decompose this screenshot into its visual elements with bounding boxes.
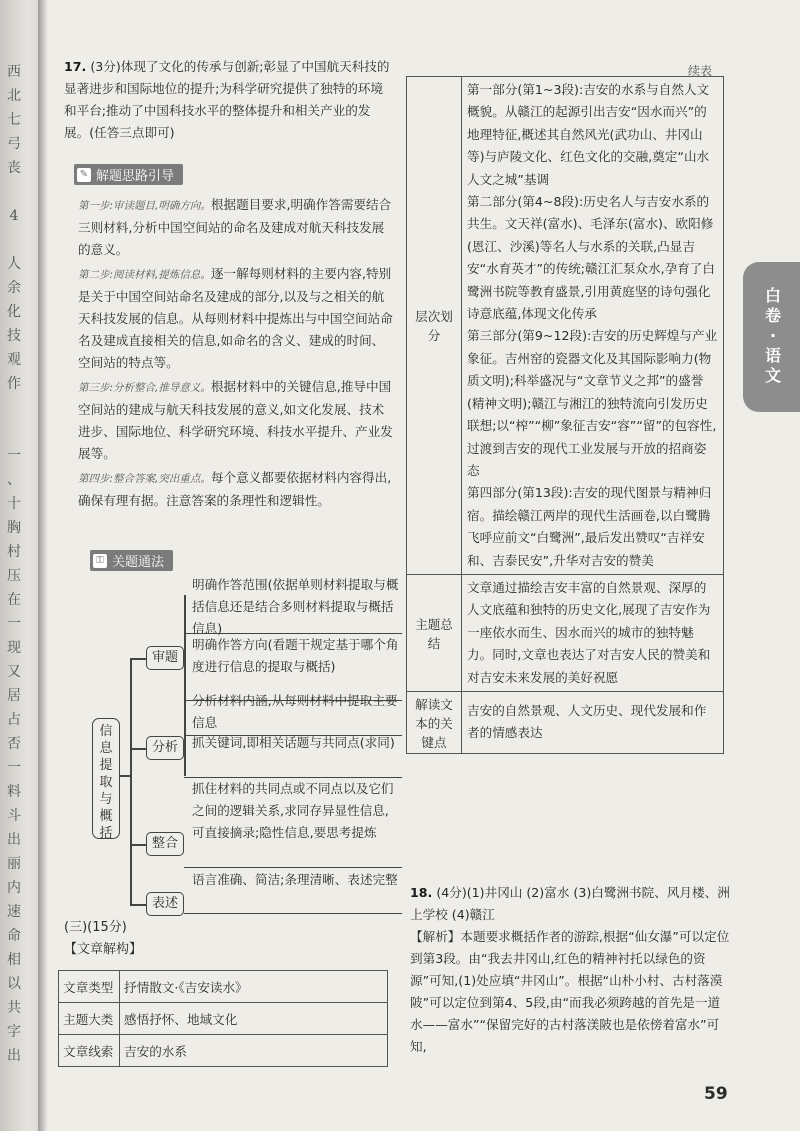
question-18-answer: (4分)(1)井冈山 (2)富水 (3)白鹭洲书院、风月楼、洲上学校 (4)赣江 bbox=[410, 885, 730, 922]
spine-char: 出 bbox=[7, 832, 21, 848]
spine-char: 否 bbox=[7, 736, 21, 752]
spine-char: 居 bbox=[7, 688, 21, 704]
connector bbox=[120, 775, 130, 777]
table-row bbox=[407, 77, 724, 575]
spine-char bbox=[2, 420, 26, 444]
part-3: 第三部分(第9~12段):吉安的历史辉煌与产业象征。吉州窑的瓷器文化及其国际影响力(物质文明);科举盛况与“文章节义之邦”的盛誉(精神文明);赣江与湘江的独特流向引发历史联想;以“榨”“柳”象征吉安“容”“留”的包容性,过渡到吉安的现代工业发展与开放的招商姿态 bbox=[467, 328, 718, 478]
connector bbox=[184, 710, 186, 776]
spine-char bbox=[2, 180, 26, 204]
side-tab-label bbox=[763, 286, 783, 386]
leaf-zhenghe-1: 抓住材料的共同点或不同点以及它们之间的逻辑关系,求同存异显性信息,可直接摘录;隐性信息,要思考提炼 bbox=[192, 781, 394, 840]
spine-char: 现 bbox=[7, 640, 21, 656]
step-4-text: 每个意义都要依据材料内容得出,确保有理有据。注意答案的条理性和逻辑性。 bbox=[78, 470, 392, 508]
question-18 bbox=[410, 882, 730, 1058]
method-banner bbox=[90, 550, 173, 571]
pen-icon: ✎ bbox=[77, 168, 91, 182]
spine-char: 出 bbox=[7, 1048, 21, 1064]
row-value: 文章通过描绘吉安丰富的自然景观、深厚的人文底蕴和独特的历史文化,展现了吉安作为一座依水而生、因水而兴的城市的独特魅力。同时,文章也表达了对吉安人民的赞美和对吉安未来发展的美好祝愿 bbox=[462, 574, 724, 691]
row-key: 解读文本的关键点 bbox=[407, 691, 462, 753]
part-4: 第四部分(第13段):吉安的现代图景与精神归宿。描绘赣江两岸的现代生活画卷,以白鹭腾飞呼应前文“白鹭洲”,最后发出赞叹“吉祥安和、吉泰民安”,升华对吉安的赞美 bbox=[467, 485, 712, 568]
spine-char: 丽 bbox=[7, 856, 21, 872]
spine-char: 化 bbox=[7, 304, 21, 320]
spine-char bbox=[2, 228, 26, 252]
step-4 bbox=[78, 467, 394, 512]
part-1: 第一部分(第1~3段):吉安的水系与自然人文概貌。从赣江的起源引出吉安“因水而兴”的地理特征,概述其自然风光(武功山、井冈山等)与庐陵文化、红色文化的交融,奠定“山水人文之城”基调 bbox=[467, 82, 710, 187]
analysis-steps bbox=[78, 194, 394, 514]
spine-char bbox=[2, 396, 26, 420]
structure-table bbox=[58, 970, 388, 1067]
divider bbox=[184, 867, 402, 868]
page-gutter bbox=[38, 0, 48, 1131]
page-number: 59 bbox=[704, 1084, 728, 1104]
question-17-answer: (3分)体现了文化的传承与创新;彰显了中国航天科技的显著进步和国际地位的提升;为科学研究提供了独特的环境和平台;推动了中国科技水平的整体提升和相关产业的发展。(任答三点即可) bbox=[64, 59, 390, 140]
key-icon: ⚿ bbox=[93, 554, 107, 568]
row-value: 感悟抒怀、地域文化 bbox=[120, 1003, 388, 1035]
spine-char: 人 bbox=[7, 256, 21, 272]
spine-char: 七 bbox=[7, 112, 21, 128]
node-fenxi: 分析 bbox=[146, 736, 184, 760]
connector bbox=[184, 595, 186, 721]
row-key: 主题大类 bbox=[59, 1003, 120, 1035]
section-3 bbox=[64, 918, 142, 960]
spine-char: 以 bbox=[7, 976, 21, 992]
spine-char: 作 bbox=[7, 376, 21, 392]
question-17 bbox=[64, 56, 394, 144]
spine-char: 又 bbox=[7, 664, 21, 680]
connector bbox=[130, 844, 146, 846]
leaf-shenti-1: 明确作答范围(依据单则材料提取与概括信息还是结合多则材料提取与概括信息) bbox=[192, 577, 399, 636]
spine-char: 北 bbox=[7, 88, 21, 104]
side-tab bbox=[743, 262, 800, 412]
spine-char: 弓 bbox=[7, 136, 21, 152]
step-3 bbox=[78, 376, 394, 465]
spine-char: 压 bbox=[7, 568, 21, 584]
section-3-title: (三)(15分) bbox=[64, 920, 127, 935]
spine-char: 十 bbox=[7, 496, 21, 512]
step-1-text: 根据题目要求,明确作答需要结合三则材料,分析中国空间站的命名及建成对航天科技发展的意义。 bbox=[78, 197, 392, 257]
continued-label: 续表 bbox=[688, 64, 713, 78]
table-row bbox=[59, 1035, 388, 1067]
leaf-fenxi-2: 抓关键词,即相关话题与共同点(求同) bbox=[192, 735, 395, 750]
table-row bbox=[59, 971, 388, 1003]
spine-char: 命 bbox=[7, 928, 21, 944]
spine-char: 速 bbox=[7, 904, 21, 920]
method-mind-map bbox=[64, 570, 404, 915]
row-value: 吉安的水系 bbox=[120, 1035, 388, 1067]
analysis-banner bbox=[74, 164, 183, 185]
spine-char: 西 bbox=[7, 64, 21, 80]
node-biaoshu: 表述 bbox=[146, 892, 184, 916]
table-row bbox=[59, 1003, 388, 1035]
spine-text bbox=[2, 60, 26, 1068]
spine-char: 丧 bbox=[7, 160, 21, 176]
leaf-shenti-2: 明确作答方向(看题干规定基于哪个角度进行信息的提取与概括) bbox=[192, 637, 399, 674]
connector bbox=[130, 904, 146, 906]
spine-char: 余 bbox=[7, 280, 21, 296]
document-page bbox=[48, 0, 800, 1131]
spine-char: 斗 bbox=[7, 808, 21, 824]
spine-char: 料 bbox=[7, 784, 21, 800]
spine-char: 村 bbox=[7, 544, 21, 560]
step-2-text: 逐一解每则材料的主要内容,特别是关于中国空间站命名及建成的部分,以及与之相关的航天科技发展的信息。从每则材料中提炼出与中国空间站命名及建成直接相关的信息,如命名的含义、建成的时间、空间站的特点等。 bbox=[78, 266, 393, 370]
question-18-analysis: 【解析】本题要求概括作者的游踪,根据“仙女瀑”可以定位到第3段。由“我去井冈山,红色的精神衬托以绿色的资源”可知,(1)处应填“井冈山”。根据“山朴小村、古村落漠陂”可以定位到第4、5段,由“而我必须跨越的首先是一道水——富水”“保留完好的古村落渼陂也是依傍着富水”可知, bbox=[410, 929, 730, 1054]
spine-char: 在 bbox=[7, 592, 21, 608]
connector bbox=[130, 748, 146, 750]
leaf-fenxi-1: 分析材料内涵,从每则材料中提取主要信息 bbox=[192, 693, 398, 730]
spine-char: 字 bbox=[7, 1024, 21, 1040]
question-18-answer-line bbox=[410, 882, 730, 926]
row-key: 文章类型 bbox=[59, 971, 120, 1003]
spine-char: 技 bbox=[7, 328, 21, 344]
analysis-table bbox=[406, 76, 724, 754]
spine-char: 一 bbox=[7, 616, 21, 632]
spine-char: 内 bbox=[7, 880, 21, 896]
side-tab-text: 白 卷 · 语 文 bbox=[764, 286, 781, 385]
section-3-tag: 【文章解构】 bbox=[64, 942, 143, 957]
mind-map-root-label: 信 息 提 取 与 概 括 bbox=[99, 724, 113, 841]
spine-char: 、 bbox=[7, 472, 21, 488]
connector bbox=[130, 658, 132, 904]
leaf-biaoshu-1: 语言准确、简洁;条理清晰、表述完整 bbox=[192, 872, 398, 887]
step-1 bbox=[78, 194, 394, 261]
row-value bbox=[462, 77, 724, 575]
step-2 bbox=[78, 263, 394, 374]
divider bbox=[184, 913, 402, 914]
spine-char: 一 bbox=[7, 448, 21, 464]
spine-char: 一 bbox=[7, 760, 21, 776]
step-4-tag: 第四步:整合答案,突出重点。 bbox=[78, 473, 211, 485]
node-shenti: 审题 bbox=[146, 646, 184, 670]
spine-char: 占 bbox=[7, 712, 21, 728]
spine-char: 4 bbox=[9, 208, 19, 224]
table-row bbox=[407, 574, 724, 691]
row-key: 文章线索 bbox=[59, 1035, 120, 1067]
row-value: 抒情散文·《吉安读水》 bbox=[120, 971, 388, 1003]
row-key: 主题总结 bbox=[407, 574, 462, 691]
node-zhenghe: 整合 bbox=[146, 832, 184, 856]
table-row bbox=[407, 691, 724, 753]
spine-char: 相 bbox=[7, 952, 21, 968]
analysis-banner-label: 解题思路引导 bbox=[96, 169, 175, 184]
step-2-tag: 第二步:阅读材料,提炼信息。 bbox=[78, 269, 211, 281]
mind-map-root bbox=[92, 718, 120, 839]
question-17-number: 17. bbox=[64, 59, 87, 74]
step-1-tag: 第一步:审读题目,明确方向。 bbox=[78, 200, 211, 212]
row-value: 吉安的自然景观、人文历史、现代发展和作者的情感表达 bbox=[462, 691, 724, 753]
step-3-tag: 第三步:分析整合,推导意义。 bbox=[78, 382, 211, 394]
row-key: 层次划分 bbox=[407, 77, 462, 575]
part-2: 第二部分(第4~8段):历史名人与吉安水系的共生。文天祥(富水)、毛泽东(富水)、欧阳修(恩江、沙溪)等名人与水系的关联,凸显吉安“水育英才”的传统;赣江汇泵众水,孕育了白鹭洲书院等教育盛景,引用黄庭坚的诗句强化诗意底蕴,体现文化传承 bbox=[467, 194, 715, 322]
method-banner-label: 关题通法 bbox=[112, 555, 165, 570]
spine-char: 胸 bbox=[7, 520, 21, 536]
step-3-text: 根据材料中的关键信息,推导中国空间站的建成与航天科技发展的意义,如文化发展、技术进步、国际地位、科学研究环境、科技水平提升、产业发展等。 bbox=[78, 379, 393, 461]
spine-char: 观 bbox=[7, 352, 21, 368]
spine-char: 共 bbox=[7, 1000, 21, 1016]
question-18-number: 18. bbox=[410, 885, 433, 900]
connector bbox=[130, 658, 146, 660]
